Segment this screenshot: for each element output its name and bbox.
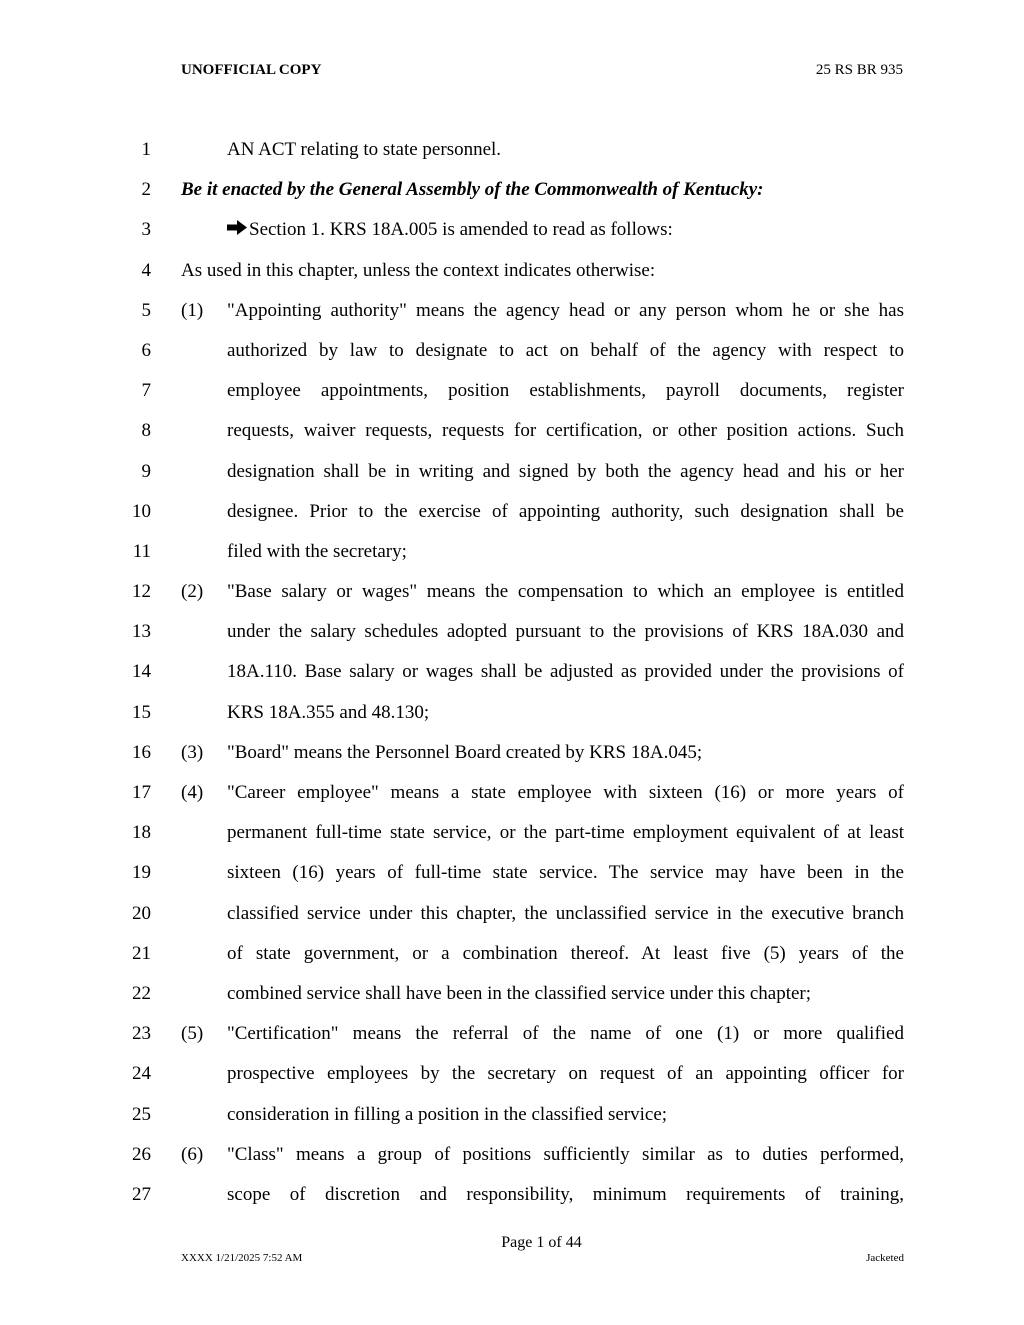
line-number: 27 bbox=[132, 1183, 151, 1205]
document-line bbox=[0, 699, 1024, 739]
line-number: 14 bbox=[132, 661, 151, 683]
line-text: filed with the secretary; bbox=[227, 540, 407, 562]
line-number: 12 bbox=[132, 581, 151, 603]
document-line bbox=[0, 257, 1024, 297]
document-line bbox=[0, 1141, 1024, 1181]
subsection-number: (1) bbox=[181, 299, 204, 321]
line-text: As used in this chapter, unless the context indicates otherwise: bbox=[181, 259, 656, 281]
line-number: 16 bbox=[132, 741, 151, 763]
line-number: 10 bbox=[132, 500, 151, 522]
document-line bbox=[0, 779, 1024, 819]
line-text: "Base salary or wages" means the compensation to which an employee is entitled bbox=[227, 581, 904, 603]
section-heading bbox=[227, 216, 904, 244]
line-number: 15 bbox=[132, 701, 151, 723]
line-text: "Career employee" means a state employee with sixteen (16) or more years of bbox=[227, 782, 904, 803]
subsection-number: (6) bbox=[181, 1143, 204, 1165]
line-text: "Certification" means the referral of the name of one (1) or more qualified bbox=[227, 1023, 904, 1045]
header-right: 25 RS BR 935 bbox=[815, 62, 903, 78]
line-number: 20 bbox=[132, 902, 151, 924]
footer-left: XXXX 1/21/2025 7:52 AM bbox=[181, 1252, 303, 1264]
line-text: Be it enacted by the General Assembly of the Commonwealth of Kentucky: bbox=[181, 179, 764, 201]
line-number: 26 bbox=[132, 1143, 151, 1165]
subsection-number: (2) bbox=[181, 581, 204, 603]
document-line bbox=[0, 900, 1024, 940]
document-line bbox=[0, 658, 1024, 698]
document-line bbox=[0, 377, 1024, 417]
document-line bbox=[0, 216, 1024, 256]
line-text: requests, waiver requests, requests for certification, or other position actions. Such bbox=[227, 420, 904, 442]
line-text: 18A.110. Base salary or wages shall be adjusted as provided under the provisions of bbox=[227, 661, 904, 683]
document-line bbox=[0, 136, 1024, 176]
page-number: Page 1 of 44 bbox=[501, 1234, 582, 1251]
line-number: 2 bbox=[141, 179, 151, 201]
line-text: "Board" means the Personnel Board created by KRS 18A.045; bbox=[227, 741, 703, 763]
document-line bbox=[0, 940, 1024, 980]
line-number: 17 bbox=[132, 782, 151, 803]
document-line bbox=[0, 819, 1024, 859]
document-line bbox=[0, 498, 1024, 538]
document-line bbox=[0, 859, 1024, 899]
document-line bbox=[0, 337, 1024, 377]
document-line bbox=[0, 739, 1024, 779]
line-number: 5 bbox=[141, 299, 151, 321]
line-text: designation shall be in writing and signed by both the agency head and his or her bbox=[227, 460, 904, 482]
line-number: 1 bbox=[141, 139, 151, 160]
arrow-right-icon bbox=[227, 216, 247, 244]
line-number: 19 bbox=[132, 862, 151, 884]
line-number: 4 bbox=[141, 259, 151, 281]
line-number: 21 bbox=[132, 942, 151, 964]
document-line bbox=[0, 1020, 1024, 1060]
line-text: "Class" means a group of positions sufficiently similar as to duties performed, bbox=[227, 1143, 904, 1165]
line-text: consideration in filling a position in the classified service; bbox=[227, 1103, 668, 1125]
document-line bbox=[0, 980, 1024, 1020]
line-number: 8 bbox=[141, 420, 151, 442]
line-text: under the salary schedules adopted pursuant to the provisions of KRS 18A.030 and bbox=[227, 621, 904, 643]
line-number: 13 bbox=[132, 621, 151, 643]
line-text: permanent full-time state service, or the part-time employment equivalent of at least bbox=[227, 822, 904, 844]
header-left: UNOFFICIAL COPY bbox=[181, 62, 322, 78]
line-text: combined service shall have been in the classified service under this chapter; bbox=[227, 982, 812, 1004]
line-number: 6 bbox=[141, 339, 151, 361]
line-text: KRS 18A.355 and 48.130; bbox=[227, 701, 430, 723]
subsection-number: (4) bbox=[181, 782, 204, 803]
line-text: "Appointing authority" means the agency head or any person whom he or she has bbox=[227, 299, 904, 321]
subsection-number: (5) bbox=[181, 1023, 204, 1045]
document-line bbox=[0, 176, 1024, 216]
document-line bbox=[0, 1181, 1024, 1221]
line-text: classified service under this chapter, the unclassified service in the executive branch bbox=[227, 902, 904, 924]
line-number: 9 bbox=[141, 460, 151, 482]
footer-right: Jacketed bbox=[866, 1252, 904, 1264]
document-body bbox=[0, 136, 1024, 1221]
line-number: 3 bbox=[141, 219, 151, 241]
line-text: sixteen (16) years of full-time state service. The service may have been in the bbox=[227, 862, 904, 884]
document-line bbox=[0, 1101, 1024, 1141]
line-number: 22 bbox=[132, 982, 151, 1004]
document-line bbox=[0, 578, 1024, 618]
line-text: AN ACT relating to state personnel. bbox=[227, 139, 502, 160]
section-heading-text: Section 1. KRS 18A.005 is amended to read as follows: bbox=[249, 219, 673, 241]
line-text: authorized by law to designate to act on behalf of the agency with respect to bbox=[227, 339, 904, 361]
line-number: 25 bbox=[132, 1103, 151, 1125]
line-text: designee. Prior to the exercise of appointing authority, such designation shall be bbox=[227, 500, 904, 522]
line-text: employee appointments, position establishments, payroll documents, register bbox=[227, 380, 904, 402]
line-text: of state government, or a combination thereof. At least five (5) years of the bbox=[227, 942, 904, 964]
line-number: 7 bbox=[141, 380, 151, 402]
line-number: 23 bbox=[132, 1023, 151, 1045]
line-number: 11 bbox=[132, 540, 151, 562]
line-number: 18 bbox=[132, 822, 151, 844]
line-text: prospective employees by the secretary on request of an appointing officer for bbox=[227, 1063, 904, 1085]
document-line bbox=[0, 297, 1024, 337]
line-number: 24 bbox=[132, 1063, 151, 1085]
document-line bbox=[0, 538, 1024, 578]
line-text: scope of discretion and responsibility, minimum requirements of training, bbox=[227, 1183, 904, 1205]
document-line bbox=[0, 458, 1024, 498]
subsection-number: (3) bbox=[181, 741, 204, 763]
document-line bbox=[0, 1060, 1024, 1100]
document-line bbox=[0, 618, 1024, 658]
document-line bbox=[0, 417, 1024, 457]
